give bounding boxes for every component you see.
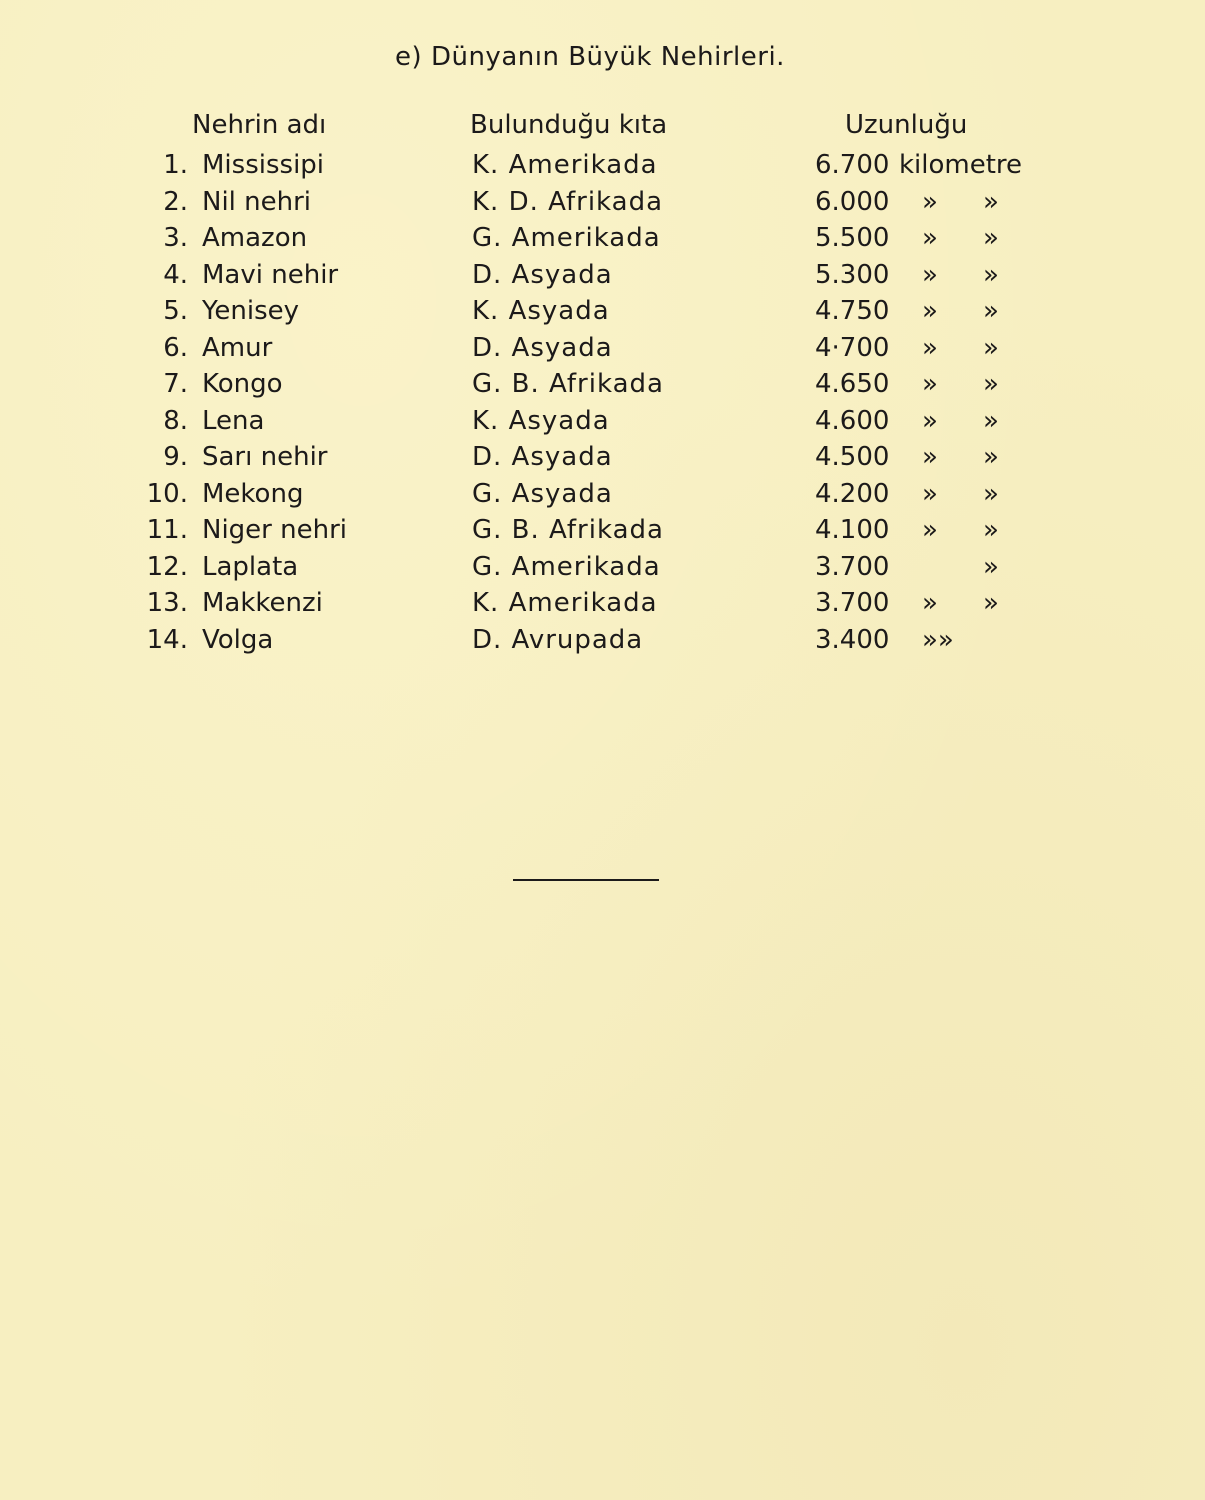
table-row (0, 588, 1180, 625)
ditto-mark: » (983, 296, 999, 326)
river-name: Nil nehri (202, 186, 312, 217)
river-name: Mavi nehir (202, 259, 339, 290)
river-length: 5.300 (815, 259, 890, 290)
row-number: 8. (163, 405, 188, 436)
table-row (0, 369, 1180, 406)
river-name: Laplata (202, 551, 299, 582)
ditto-mark: » (922, 588, 938, 618)
row-number: 6. (163, 332, 188, 363)
table-row (0, 223, 1180, 260)
river-continent: D. Asyada (472, 442, 613, 472)
table-row (0, 406, 1180, 443)
river-continent: D. Avrupada (472, 624, 644, 655)
table-row (0, 552, 1180, 589)
river-continent: G. Asyada (472, 478, 613, 509)
river-continent: K. Asyada (472, 405, 610, 436)
ditto-mark: » (983, 478, 999, 509)
river-length: 4.600 (815, 405, 890, 436)
river-name: Lena (202, 405, 265, 436)
river-continent: K. Amerikada (472, 150, 658, 180)
ditto-mark: » (983, 551, 999, 582)
river-continent: K. D. Afrikada (472, 186, 664, 217)
row-number: 1. (163, 150, 188, 180)
row-number: 4. (163, 259, 188, 290)
river-name: Amazon (202, 223, 308, 253)
table-row (0, 625, 1180, 662)
river-name: Niger nehri (202, 515, 347, 545)
river-name: Mississipi (202, 150, 325, 180)
table-row (0, 515, 1180, 552)
ditto-mark: » (983, 442, 999, 472)
header-continent: Bulunduğu kıta (470, 110, 668, 140)
river-length: 3.700 (815, 551, 890, 582)
river-length: 4.100 (815, 515, 890, 545)
river-continent: G. B. Afrikada (472, 369, 664, 399)
ditto-mark: » (922, 478, 938, 509)
row-number: 9. (163, 442, 188, 472)
row-number: 13. (146, 588, 188, 618)
river-name: Sarı nehir (202, 442, 328, 472)
river-length: 3.700 (815, 588, 890, 618)
river-length: 3.400 (815, 624, 890, 655)
table-row (0, 479, 1180, 516)
river-length: 6.000 (815, 186, 890, 217)
ditto-mark: » (922, 259, 938, 290)
river-name: Volga (202, 624, 274, 655)
section-divider (513, 879, 659, 881)
river-name: Makkenzi (202, 588, 323, 618)
page-title: e) Dünyanın Büyük Nehirleri. (395, 42, 785, 72)
river-length: 6.700 (815, 150, 890, 180)
row-number: 7. (163, 369, 188, 399)
ditto-mark: » (983, 369, 999, 399)
ditto-mark: » (922, 405, 938, 436)
river-length: 4.200 (815, 478, 890, 509)
river-length: 4.750 (815, 296, 890, 326)
river-continent: G. B. Afrikada (472, 515, 664, 545)
ditto-mark: »» (922, 624, 954, 655)
river-length: 4.500 (815, 442, 890, 472)
river-continent: D. Asyada (472, 332, 613, 363)
ditto-mark: » (983, 405, 999, 436)
row-number: 3. (163, 223, 188, 253)
rivers-table (0, 150, 1180, 661)
ditto-mark: » (983, 515, 999, 545)
ditto-mark: » (983, 259, 999, 290)
table-row (0, 442, 1180, 479)
river-length: 5.500 (815, 223, 890, 253)
river-continent: K. Amerikada (472, 588, 658, 618)
table-row (0, 260, 1180, 297)
river-name: Mekong (202, 478, 304, 509)
ditto-mark: » (983, 186, 999, 217)
river-continent: G. Amerikada (472, 551, 661, 582)
table-row (0, 150, 1180, 187)
row-number: 10. (146, 478, 188, 509)
ditto-mark: » (983, 588, 999, 618)
ditto-mark: » (922, 332, 938, 363)
ditto-mark: » (922, 223, 938, 253)
ditto-mark: » (922, 442, 938, 472)
river-length: 4·700 (815, 332, 890, 363)
ditto-mark: » (922, 296, 938, 326)
river-name: Yenisey (202, 296, 300, 326)
header-length: Uzunluğu (845, 110, 968, 140)
row-number: 2. (163, 186, 188, 217)
ditto-mark: » (922, 515, 938, 545)
table-row (0, 333, 1180, 370)
river-continent: D. Asyada (472, 259, 613, 290)
row-number: 5. (163, 296, 188, 326)
row-number: 12. (146, 551, 188, 582)
river-continent: G. Amerikada (472, 223, 661, 253)
ditto-mark: » (922, 369, 938, 399)
table-row (0, 296, 1180, 333)
header-river-name: Nehrin adı (192, 110, 327, 140)
ditto-mark: » (922, 186, 938, 217)
river-length: 4.650 (815, 369, 890, 399)
length-unit: kilometre (899, 150, 1023, 180)
row-number: 11. (146, 515, 188, 545)
ditto-mark: » (983, 332, 999, 363)
ditto-mark: » (983, 223, 999, 253)
river-continent: K. Asyada (472, 296, 610, 326)
row-number: 14. (146, 624, 188, 655)
river-name: Kongo (202, 369, 283, 399)
river-name: Amur (202, 332, 273, 363)
table-row (0, 187, 1180, 224)
